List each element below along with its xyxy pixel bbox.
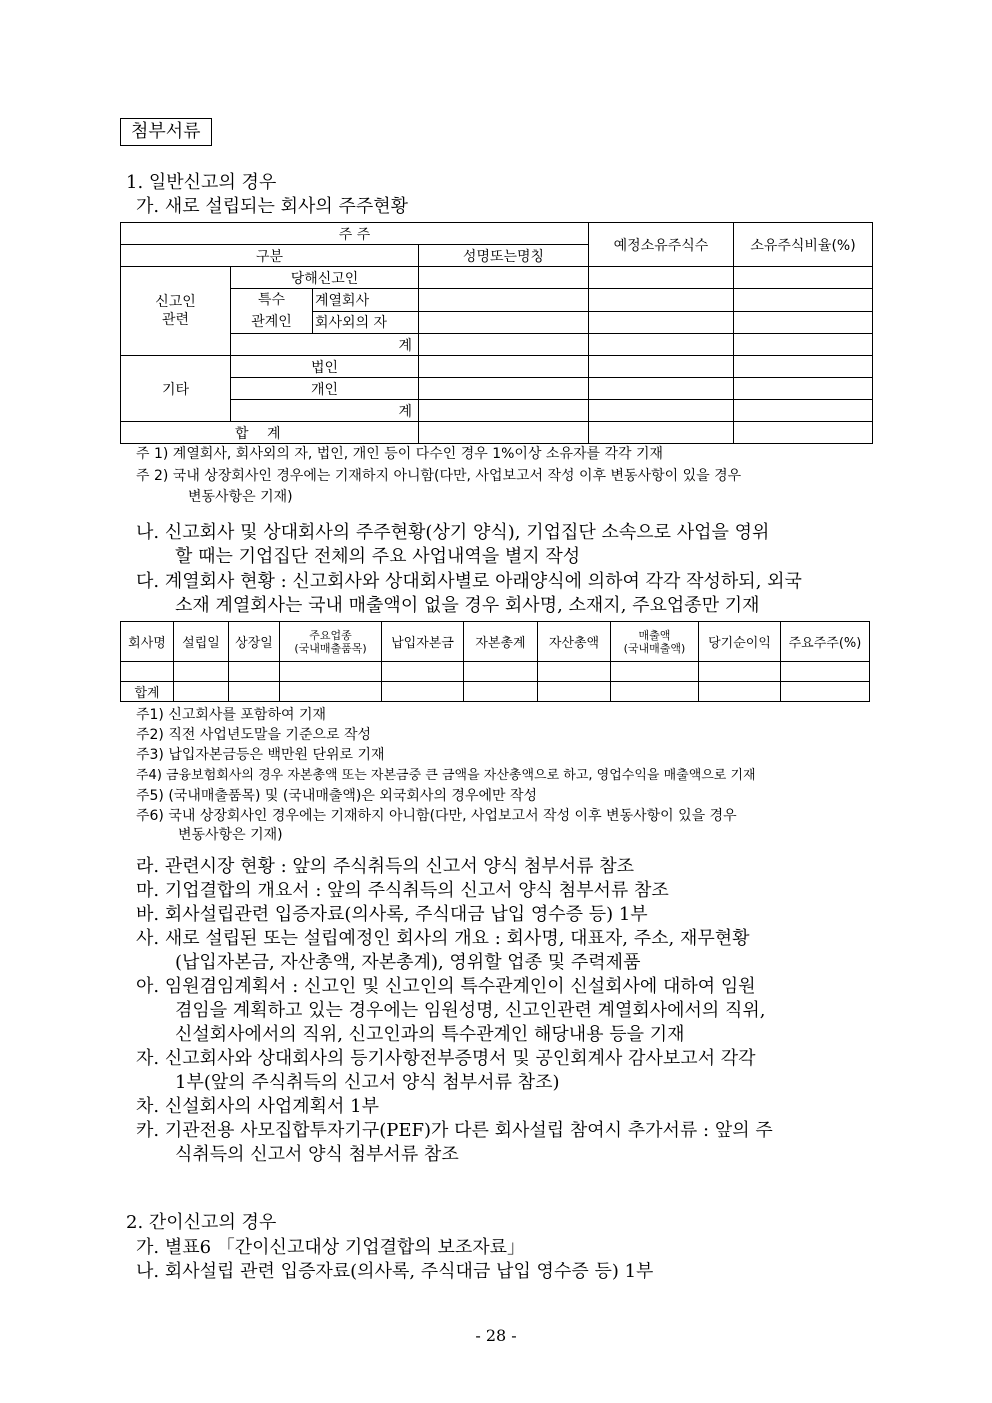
cell	[734, 334, 873, 356]
cell	[699, 662, 781, 682]
item-ba: 바. 회사설립관련 입증자료(의사록, 주식대금 납입 영수증 등) 1부	[136, 904, 648, 925]
cell	[419, 289, 589, 312]
row-subtotal-other: 계	[231, 400, 419, 422]
col-major-shareholders: 주요주주(%)	[781, 622, 870, 662]
shareholder-table	[120, 222, 873, 444]
group-other: 기타	[121, 356, 231, 422]
cell	[174, 662, 229, 682]
cell	[781, 662, 870, 682]
row-individual: 개인	[231, 378, 419, 400]
cell	[280, 662, 382, 682]
special-related	[231, 289, 313, 334]
header-planned-shares: 예정소유주식수	[589, 223, 734, 267]
item-ma: 마. 기업결합의 개요서 : 앞의 주식취득의 신고서 양식 첨부서류 참조	[136, 880, 669, 901]
cell	[419, 356, 589, 378]
attachments-label: 첨부서류	[120, 118, 212, 146]
s2-item-na: 나. 회사설립 관련 입증자료(의사록, 주식대금 납입 영수증 등) 1부	[136, 1261, 654, 1282]
col-established: 설립일	[174, 622, 229, 662]
note1-2a: 주 2) 국내 상장회사인 경우에는 기재하지 아니함(다만, 사업보고서 작성 이후 변동사항이 있을 경우	[136, 468, 742, 484]
item-ja-2: 1부(앞의 주식취득의 신고서 양식 첨부서류 참조)	[175, 1072, 560, 1093]
cell	[419, 378, 589, 400]
special-related-1: 특수	[257, 292, 286, 308]
cell	[781, 682, 870, 702]
cell	[419, 267, 589, 289]
cell	[589, 289, 734, 312]
page-number: - 28 -	[475, 1326, 517, 1345]
note2-6b: 변동사항은 기재)	[178, 827, 283, 843]
note1-1: 주 1) 계열회사, 회사외의 자, 법인, 개인 등이 다수인 경우 1%이상 소유자를 각각 기재	[136, 446, 664, 462]
item-ka-2: 식취득의 신고서 양식 첨부서류 참조	[175, 1144, 459, 1165]
cell	[734, 289, 873, 312]
cell	[589, 400, 734, 422]
col-company: 회사명	[121, 622, 174, 662]
cell	[734, 378, 873, 400]
item-da-1: 다. 계열회사 현황 : 신고회사와 상대회사별로 아래양식에 의하여 각각 작성하되, 외국	[136, 571, 802, 592]
item-ra: 라. 관련시장 현황 : 앞의 주식취득의 신고서 양식 첨부서류 참조	[136, 856, 634, 877]
cell	[229, 662, 280, 682]
note2-2: 주2) 직전 사업년도말을 기준으로 작성	[136, 727, 372, 743]
row-subtotal-filer: 계	[231, 334, 419, 356]
item-a-1: 아. 임원겸임계획서 : 신고인 및 신고인의 특수관계인이 신설회사에 대하여 임원	[136, 976, 756, 997]
cell	[734, 311, 873, 334]
cell	[382, 662, 464, 682]
section1-title: 1. 일반신고의 경우	[126, 172, 277, 193]
cell	[419, 334, 589, 356]
item-sa-2: (납입자본금, 자산총액, 자본총계), 영위할 업종 및 주력제품	[175, 952, 641, 973]
cell	[464, 682, 538, 702]
cell	[589, 267, 734, 289]
item-ga: 가. 새로 설립되는 회사의 주주현황	[136, 196, 409, 217]
note1-2b: 변동사항은 기재)	[188, 489, 293, 505]
special-related-2: 관계인	[251, 314, 292, 330]
item-ka-1: 카. 기관전용 사모집합투자기구(PEF)가 다른 회사설립 참여시 추가서류 : 앞의 주	[136, 1120, 773, 1141]
row-affiliate: 계열회사	[313, 289, 419, 312]
header-shareholder: 주 주	[121, 223, 589, 245]
item-na-2: 할 때는 기업집단 전체의 주요 사업내역을 별지 작성	[175, 546, 581, 567]
cell	[734, 267, 873, 289]
cell	[419, 422, 589, 444]
cell	[419, 311, 589, 334]
col-main-business: 주요업종 (국내매출품목)	[280, 622, 382, 662]
cell	[229, 682, 280, 702]
item-sa-1: 사. 새로 설립된 또는 설립예정인 회사의 개요 : 회사명, 대표자, 주소, 재무현황	[136, 928, 750, 949]
note2-3: 주3) 납입자본금등은 백만원 단위로 기재	[136, 747, 385, 763]
cell	[280, 682, 382, 702]
cell	[121, 662, 174, 682]
header-category: 구분	[121, 245, 419, 267]
note2-4: 주4) 금융보험회사의 경우 자본총액 또는 자본금중 큰 금액을 자산총액으로 하고, 영업수익을 매출액으로 기재	[136, 768, 756, 783]
section2-title: 2. 간이신고의 경우	[126, 1212, 277, 1233]
header-share-ratio: 소유주식비율(%)	[734, 223, 873, 267]
row-total: 합 계	[121, 422, 419, 444]
cell	[734, 356, 873, 378]
cell	[611, 662, 699, 682]
cell	[419, 400, 589, 422]
cell	[589, 334, 734, 356]
cell	[174, 682, 229, 702]
cell	[589, 422, 734, 444]
cell	[734, 400, 873, 422]
cell	[611, 682, 699, 702]
group-filer: 신고인 관련	[121, 267, 231, 356]
note2-6a: 주6) 국내 상장회사인 경우에는 기재하지 아니함(다만, 사업보고서 작성 이후 변동사항이 있을 경우	[136, 808, 737, 824]
col-total-equity: 자본총계	[464, 622, 538, 662]
col-paid-capital: 납입자본금	[382, 622, 464, 662]
item-ja-1: 자. 신고회사와 상대회사의 등기사항전부증명서 및 공인회계사 감사보고서 각각	[136, 1048, 756, 1069]
s2-item-ga: 가. 별표6 「간이신고대상 기업결합의 보조자료」	[136, 1237, 526, 1258]
col-sales: 매출액 (국내매출액)	[611, 622, 699, 662]
item-a-3: 신설회사에서의 직위, 신고인과의 특수관계인 해당내용 등을 기재	[175, 1024, 685, 1045]
cell	[589, 311, 734, 334]
col-total-assets: 자산총액	[538, 622, 611, 662]
cell	[538, 682, 611, 702]
cell	[589, 378, 734, 400]
cell	[699, 682, 781, 702]
item-cha: 차. 신설회사의 사업계획서 1부	[136, 1096, 379, 1117]
cell	[464, 662, 538, 682]
note2-5: 주5) (국내매출품목) 및 (국내매출액)은 외국회사의 경우에만 작성	[136, 788, 538, 804]
cell	[734, 422, 873, 444]
note2-1: 주1) 신고회사를 포함하여 기재	[136, 707, 327, 723]
col-net-income: 당기순이익	[699, 622, 781, 662]
cell	[589, 356, 734, 378]
col-listed: 상장일	[229, 622, 280, 662]
affiliate-table	[120, 621, 870, 702]
cell	[382, 682, 464, 702]
cell	[538, 662, 611, 682]
row-non-affiliate: 회사외의 자	[313, 311, 419, 334]
row-corporation: 법인	[231, 356, 419, 378]
item-da-2: 소재 계열회사는 국내 매출액이 없을 경우 회사명, 소재지, 주요업종만 기재	[175, 595, 760, 616]
item-a-2: 겸임을 계획하고 있는 경우에는 임원성명, 신고인관련 계열회사에서의 직위,	[175, 1000, 766, 1021]
item-na-1: 나. 신고회사 및 상대회사의 주주현황(상기 양식), 기업집단 소속으로 사업을 영위	[136, 522, 770, 543]
row-total-label: 합계	[121, 682, 174, 702]
row-filer: 당해신고인	[231, 267, 419, 289]
header-name: 성명또는명칭	[419, 245, 589, 267]
